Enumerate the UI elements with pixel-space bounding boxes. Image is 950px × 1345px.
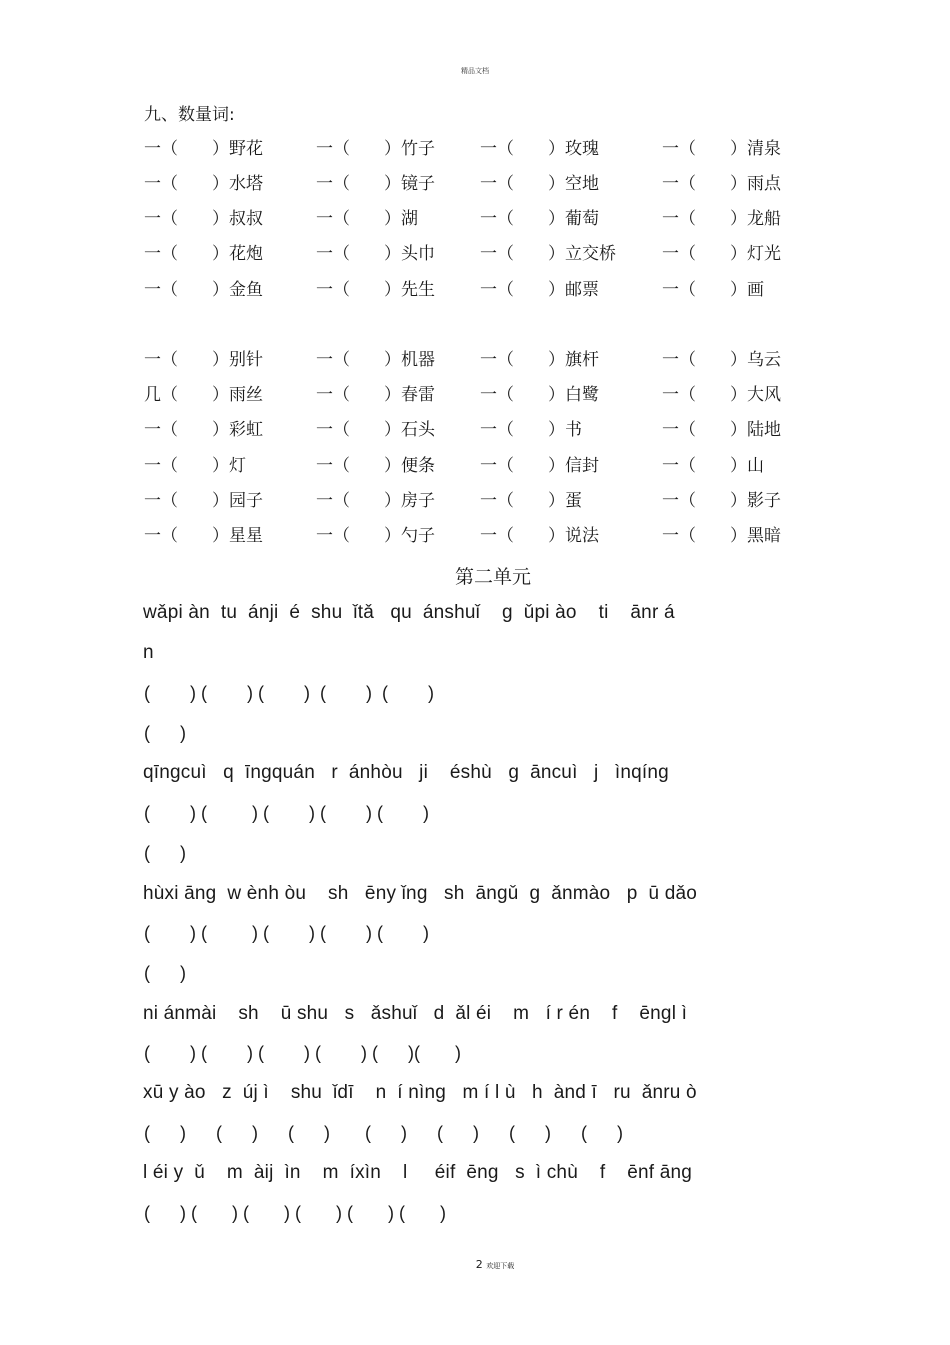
measure-word-item: 一（ ）叔叔 xyxy=(144,209,263,229)
header-watermark: 精品文档 xyxy=(461,67,489,75)
measure-word-item: 一（ ）大风 xyxy=(662,385,781,405)
measure-word-item: 一（ ）春雷 xyxy=(316,385,435,405)
page-footer xyxy=(0,1258,950,1271)
measure-word-item: 一（ ）白鹭 xyxy=(480,385,599,405)
measure-word-item: 一（ ）别针 xyxy=(144,350,263,370)
answer-brackets: ( ) ( ) ( ) ( ) ( ) xyxy=(144,923,429,943)
measure-word-item: 一（ ）彩虹 xyxy=(144,420,263,440)
measure-word-item: 一（ ）清泉 xyxy=(662,139,781,159)
measure-word-item: 一（ ）先生 xyxy=(316,280,435,300)
measure-word-item: 一（ ）画 xyxy=(662,280,764,300)
measure-word-item: 一（ ）山 xyxy=(662,456,764,476)
measure-word-item: 一（ ）花炮 xyxy=(144,244,263,264)
measure-word-item: 几（ ）雨丝 xyxy=(144,385,263,405)
measure-word-item: 一（ ）便条 xyxy=(316,456,435,476)
measure-word-item: 一（ ）信封 xyxy=(480,456,599,476)
measure-word-item: 一（ ）玫瑰 xyxy=(480,139,599,159)
pinyin-line: wǎpi àn tu ánji é shu ǐtǎ qu ánshuǐ g ǔpi ào ti ānr á xyxy=(143,602,675,623)
measure-word-item: 一（ ）镜子 xyxy=(316,174,435,194)
measure-word-item: 一（ ）空地 xyxy=(480,174,599,194)
measure-word-item: 一（ ）园子 xyxy=(144,491,263,511)
measure-word-item: 一（ ）黑暗 xyxy=(662,526,781,546)
measure-word-item: 一（ ）旗杆 xyxy=(480,350,599,370)
measure-word-item: 一（ ）金鱼 xyxy=(144,280,263,300)
page-number: 2 xyxy=(475,1258,483,1271)
measure-word-item: 一（ ）葡萄 xyxy=(480,209,599,229)
measure-word-item: 一（ ）乌云 xyxy=(662,350,781,370)
pinyin-line: xū y ào z új ì shu ǐdī n í nìng m í l ù h ànd ī ru ǎnru ò xyxy=(143,1082,697,1103)
measure-word-item: 一（ ）陆地 xyxy=(662,420,781,440)
pinyin-line: l éi y ǔ m àij ìn m íxìn l éif ēng s ì chù f ēnf āng xyxy=(143,1162,693,1183)
measure-word-item: 一（ ）立交桥 xyxy=(480,244,616,264)
pinyin-line: ni ánmài sh ū shu s ǎshuǐ d ǎl éi m í r én f ēngl ì xyxy=(143,1003,688,1024)
unit-title: 第二单元 xyxy=(454,566,531,588)
measure-word-item: 一（ ）邮票 xyxy=(480,280,599,300)
pinyin-line: qīngcuì q īngquán r ánhòu ji éshù g āncuì j ìnqíng xyxy=(143,762,669,783)
answer-brackets: ( ) xyxy=(144,843,186,863)
answer-brackets: ( ) xyxy=(144,723,186,743)
measure-word-item: 一（ ）影子 xyxy=(662,491,781,511)
measure-word-item: 一（ ）雨点 xyxy=(662,174,781,194)
measure-word-item: 一（ ）水塔 xyxy=(144,174,263,194)
measure-word-item: 一（ ）星星 xyxy=(144,526,263,546)
measure-word-item: 一（ ）头巾 xyxy=(316,244,435,264)
answer-brackets: ( ) xyxy=(144,963,186,983)
section-title: 九、数量词: xyxy=(144,105,235,125)
pinyin-line-wrap: n xyxy=(143,642,154,663)
answer-brackets: ( ) ( ) ( ) ( ) ( ) xyxy=(144,803,429,823)
measure-word-item: 一（ ）龙船 xyxy=(662,209,781,229)
measure-word-item: 一（ ）机器 xyxy=(316,350,435,370)
measure-word-item: 一（ ）竹子 xyxy=(316,139,435,159)
measure-word-item: 一（ ）书 xyxy=(480,420,582,440)
answer-brackets: ( ) ( ) ( ) ( ) ( ) ( ) ( ) xyxy=(144,1123,623,1143)
answer-brackets: ( ) ( ) ( ) ( ) ( ) xyxy=(144,683,434,703)
measure-word-item: 一（ ）蛋 xyxy=(480,491,582,511)
measure-word-item: 一（ ）野花 xyxy=(144,139,263,159)
measure-word-item: 一（ ）勺子 xyxy=(316,526,435,546)
measure-word-item: 一（ ）房子 xyxy=(316,491,435,511)
answer-brackets: ( ) ( ) ( ) ( ) ( )( ) xyxy=(144,1043,461,1063)
answer-brackets: ( ) ( ) ( ) ( ) ( ) ( ) xyxy=(144,1203,446,1223)
measure-word-item: 一（ ）说法 xyxy=(480,526,599,546)
footer-note: 欢迎下载 xyxy=(486,1262,515,1270)
measure-word-item: 一（ ）灯光 xyxy=(662,244,781,264)
measure-word-item: 一（ ）灯 xyxy=(144,456,246,476)
pinyin-line: hùxi āng w ènh òu sh ēny ǐng sh āngǔ g ǎnmào p ū dǎo xyxy=(143,883,698,904)
measure-word-item: 一（ ）石头 xyxy=(316,420,435,440)
measure-word-item: 一（ ）湖 xyxy=(316,209,418,229)
